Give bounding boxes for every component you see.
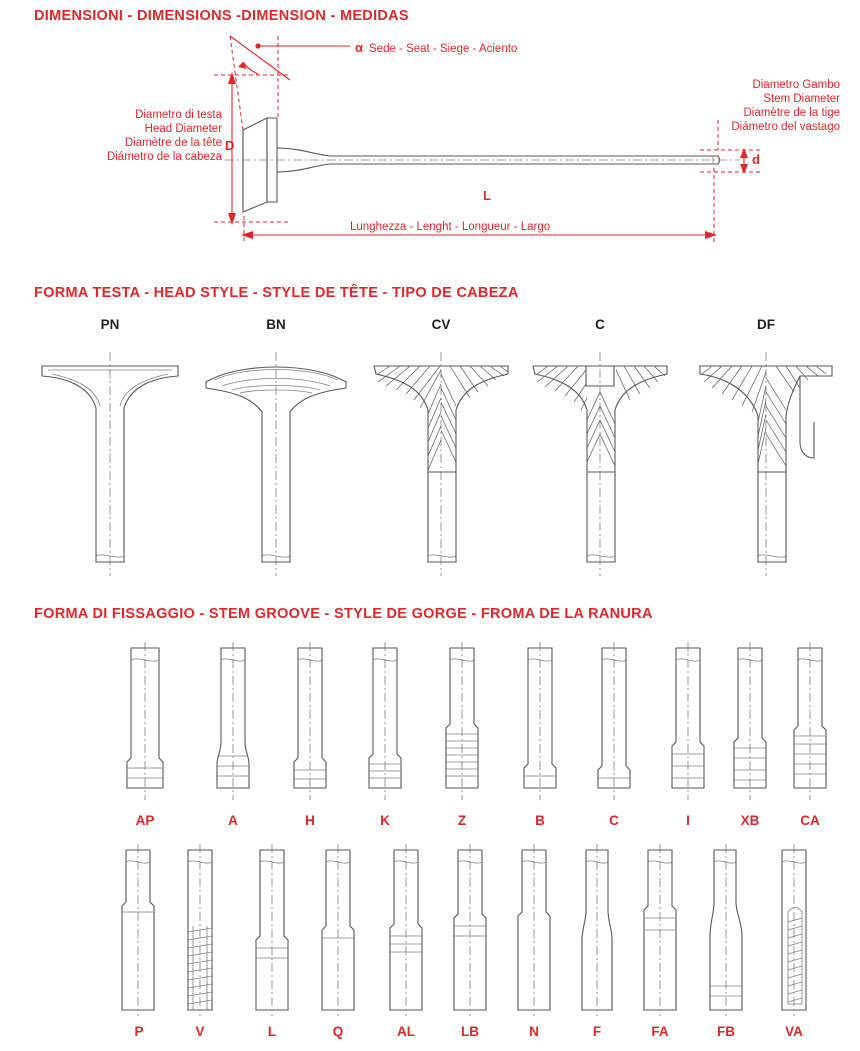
stem-groove-figure-fb <box>710 844 742 1016</box>
head-style-figure-c <box>533 352 667 576</box>
stem-groove-figure-ca <box>794 642 826 800</box>
stem-groove-code-f: F <box>592 1024 602 1039</box>
stem-groove-code-p: P <box>134 1024 144 1039</box>
stem-groove-row1-drawings <box>0 638 860 818</box>
stem-groove-figure-va <box>782 844 806 1016</box>
stem-diameter-label <box>678 78 840 134</box>
stem-groove-code-ca: CA <box>800 813 820 828</box>
head-diameter-line-fr: Diamètre de la tête <box>124 137 222 149</box>
stem-diameter-line-en: Stem Diameter <box>763 93 840 105</box>
head-diameter-line-es: Diámetro de la cabeza <box>106 151 222 163</box>
head-style-code-c: C <box>595 317 605 332</box>
stem-groove-figure-al <box>390 844 422 1016</box>
stem-groove-code-l: L <box>267 1024 277 1039</box>
dimension-L-label: L <box>483 188 491 203</box>
stem-groove-figure-q <box>322 844 354 1016</box>
stem-groove-code-b: B <box>535 813 545 828</box>
head-style-code-pn: PN <box>100 317 120 332</box>
stem-groove-figure-a <box>217 642 249 800</box>
section-title-head-style: FORMA TESTA - HEAD STYLE - STYLE DE TÊTE - TIPO DE CABEZA <box>34 285 519 301</box>
head-style-figure-df <box>700 352 832 576</box>
seat-angle-symbol: α <box>355 40 363 55</box>
head-style-code-df: DF <box>757 317 775 332</box>
stem-diameter-line-es: Diámetro del vastago <box>731 121 840 133</box>
stem-groove-figure-l <box>256 844 288 1016</box>
stem-groove-code-z: Z <box>457 813 467 828</box>
stem-groove-code-v: V <box>195 1024 205 1039</box>
stem-groove-code-xb: XB <box>740 813 760 828</box>
stem-groove-code-c: C <box>609 813 619 828</box>
stem-groove-code-k: K <box>380 813 390 828</box>
stem-groove-figure-b <box>524 642 556 800</box>
head-diameter-label <box>92 108 222 164</box>
stem-groove-figure-i <box>672 642 704 800</box>
stem-groove-code-q: Q <box>332 1024 344 1039</box>
stem-groove-code-fa: FA <box>651 1024 669 1039</box>
stem-groove-figure-xb <box>734 642 766 800</box>
stem-groove-figure-p <box>122 844 154 1016</box>
stem-groove-code-h: H <box>305 813 315 828</box>
head-style-figure-cv <box>374 352 508 590</box>
stem-groove-figure-fa <box>644 844 676 1016</box>
stem-groove-figure-lb <box>454 844 486 1016</box>
stem-groove-figure-k <box>369 642 401 800</box>
stem-groove-code-va: VA <box>785 1024 803 1039</box>
stem-groove-figure-f <box>582 844 612 1016</box>
head-style-drawings <box>0 330 860 590</box>
head-style-figure-bn <box>206 352 346 576</box>
stem-groove-row2-drawings <box>0 840 860 1020</box>
stem-groove-code-lb: LB <box>461 1024 479 1039</box>
stem-groove-figure-v <box>188 844 212 1016</box>
stem-groove-code-al: AL <box>397 1024 415 1039</box>
head-diameter-line-en: Head Diameter <box>144 123 222 135</box>
length-label: Lunghezza - Lenght - Longueur - Largo <box>350 221 551 233</box>
stem-groove-figure-ap <box>127 642 163 800</box>
head-diameter-line-it: Diametro di testa <box>135 109 222 121</box>
dimension-D-label: D <box>225 138 235 153</box>
section-title-stem-groove: FORMA DI FISSAGGIO - STEM GROOVE - STYLE DE GORGE - FROMA DE LA RANURA <box>34 606 653 622</box>
head-style-code-bn: BN <box>266 317 286 332</box>
stem-groove-figure-z <box>446 642 478 800</box>
section-title-dimensions: DIMENSIONI - DIMENSIONS -DIMENSION - MEDIDAS <box>34 8 409 24</box>
stem-groove-figure-n <box>518 844 550 1016</box>
stem-groove-code-ap: AP <box>135 813 155 828</box>
stem-diameter-line-fr: Diamètre de la tige <box>743 107 840 119</box>
stem-diameter-line-it: Diametro Gambo <box>752 79 840 91</box>
stem-groove-code-i: I <box>686 813 690 828</box>
head-style-code-cv: CV <box>431 317 451 332</box>
stem-groove-code-n: N <box>529 1024 539 1039</box>
seat-label: Sede - Seat - Siege - Aciento <box>369 43 518 55</box>
dimension-d-label: d <box>752 152 760 167</box>
stem-groove-figure-h <box>294 642 326 800</box>
stem-groove-code-fb: FB <box>717 1024 735 1039</box>
stem-groove-figure-c <box>598 642 630 800</box>
head-style-figure-pn <box>42 352 178 576</box>
stem-groove-code-a: A <box>228 813 238 828</box>
